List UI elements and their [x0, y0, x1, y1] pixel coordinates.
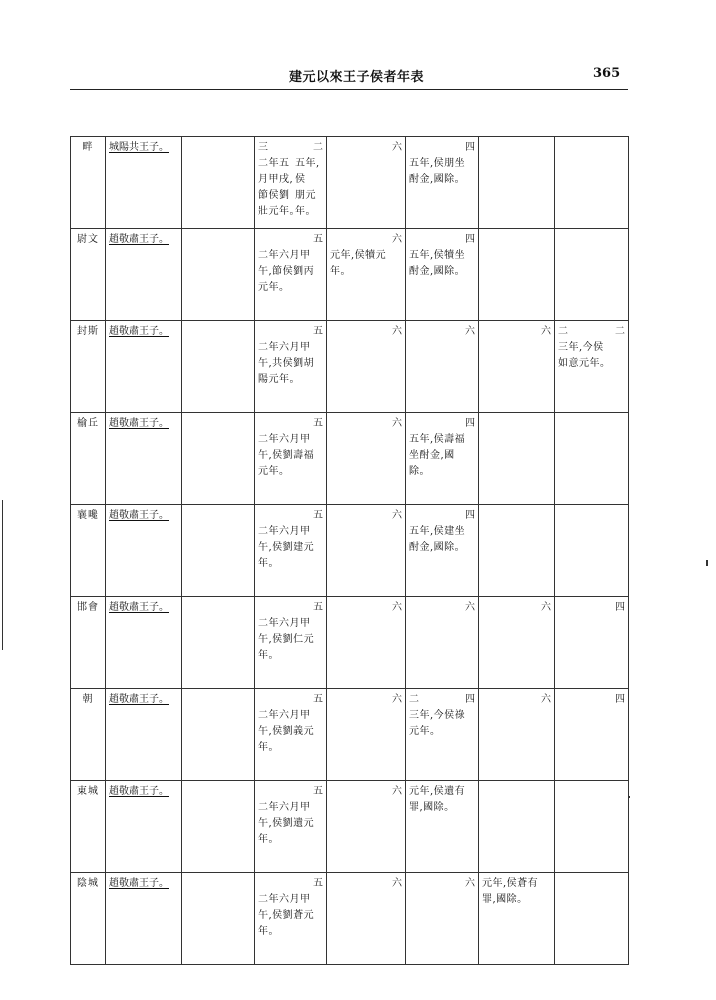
entry-line: 二年五: [258, 158, 290, 169]
entry-line: 酎金,國除。: [409, 542, 466, 553]
empty-cell: [182, 137, 255, 229]
entry-line: 午,侯劉義元: [258, 726, 315, 737]
entry-line: 二年六月甲: [258, 802, 311, 813]
fief-name: 東城: [71, 781, 106, 873]
running-title: 建元以來王子侯者年表: [289, 70, 425, 85]
year-count-pair: [258, 140, 323, 156]
entry-line: 二年六月甲: [258, 618, 311, 629]
empty-cell: [182, 505, 255, 597]
entry-line: 五年,侯朋坐: [409, 158, 466, 169]
origin-cell: [106, 505, 182, 597]
year-count: 二: [615, 326, 625, 337]
year-cell-yuanding: [406, 873, 479, 965]
entry-line: 年。: [258, 650, 279, 661]
table-row: [71, 137, 629, 229]
year-count: 四: [465, 510, 475, 521]
origin-cell: [106, 781, 182, 873]
year-count: 六: [392, 234, 402, 245]
origin-cell: [106, 229, 182, 321]
origin-cell: [106, 873, 182, 965]
origin-text: 趙敬肅王子。: [109, 510, 169, 521]
entry-line: 年。: [258, 742, 279, 753]
header-rule: [70, 89, 628, 90]
year-count: 六: [541, 326, 551, 337]
entry-line: 二年六月甲: [258, 526, 311, 537]
year-count: 三: [258, 142, 268, 153]
entry-line: 元年。: [258, 466, 290, 477]
year-cell-yuanding: [406, 137, 479, 229]
year-count: 六: [541, 602, 551, 613]
year-cell-yuanshou: [327, 137, 406, 229]
year-count: 六: [392, 786, 402, 797]
year-cell-yuanfeng: [479, 597, 555, 689]
year-cell-yuanfeng: [479, 413, 555, 505]
page-number: 365: [593, 66, 621, 81]
origin-text: 趙敬肅王子。: [109, 786, 169, 797]
table-row: [71, 597, 629, 689]
year-cell-yuanshuo: [255, 689, 327, 781]
year-cell-yuanding: [406, 229, 479, 321]
year-cell-taichu: [555, 597, 629, 689]
left-edge-mark: [2, 500, 3, 650]
entry-line: 陽元年。: [258, 374, 300, 385]
year-count: 四: [615, 694, 625, 705]
table-row: [71, 689, 629, 781]
year-count: 六: [392, 878, 402, 889]
year-cell-yuanshuo: [255, 597, 327, 689]
year-cell-yuanshou: [327, 505, 406, 597]
year-cell-yuanshou: [327, 321, 406, 413]
entry-line: 年。: [330, 266, 351, 277]
year-count: 五: [313, 326, 323, 337]
year-count-pair: [558, 324, 625, 340]
year-count: 四: [465, 418, 475, 429]
fief-name: 邯會: [71, 597, 106, 689]
year-cell-yuanfeng: [479, 689, 555, 781]
entry-line: 二年六月甲: [258, 710, 311, 721]
right-edge-mark: [706, 560, 708, 566]
entry-line: 年。: [258, 558, 279, 569]
year-count: 六: [465, 878, 475, 889]
chronology-table: [70, 136, 629, 965]
entry-line: 五年,侯建坐: [409, 526, 466, 537]
year-cell-yuanfeng: [479, 229, 555, 321]
year-cell-taichu: [555, 505, 629, 597]
entry-line: 五年,侯壽福: [409, 434, 466, 445]
table-row: [71, 229, 629, 321]
entry-line: 午,侯劉蒼元: [258, 910, 315, 921]
entry-line: 元年,侯犢元: [330, 250, 387, 261]
year-cell-taichu: [555, 873, 629, 965]
year-count: 五: [313, 418, 323, 429]
entry-line: 壯元年。: [258, 206, 300, 217]
year-cell-yuanding: [406, 505, 479, 597]
entry-line: 元年,侯蒼有: [482, 878, 539, 889]
table-row: [71, 505, 629, 597]
year-cell-yuanding: [406, 321, 479, 413]
year-cell-yuanshuo: [255, 781, 327, 873]
fief-name: 襄嚵: [71, 505, 106, 597]
origin-text: 趙敬肅王子。: [109, 602, 169, 613]
year-cell-taichu: [555, 689, 629, 781]
entry-line: 罪,國除。: [482, 894, 528, 905]
origin-text: 趙敬肅王子。: [109, 878, 169, 889]
year-count: 五: [313, 878, 323, 889]
entry-line: 朋元年。: [295, 190, 316, 217]
entry-line: 午,節侯劉丙: [258, 266, 315, 277]
empty-cell: [182, 689, 255, 781]
empty-cell: [182, 413, 255, 505]
year-count: 五: [313, 694, 323, 705]
year-cell-yuanshou: [327, 781, 406, 873]
fief-name: 畔: [71, 137, 106, 229]
empty-cell: [182, 229, 255, 321]
origin-cell: [106, 413, 182, 505]
year-cell-yuanshuo: [255, 873, 327, 965]
entry-line: 二年六月甲: [258, 434, 311, 445]
origin-text: 趙敬肅王子。: [109, 326, 169, 337]
entry-line: 五年,侯犢坐: [409, 250, 466, 261]
entry-line: 酎金,國除。: [409, 174, 466, 185]
table-row: [71, 321, 629, 413]
fief-name: 朝: [71, 689, 106, 781]
year-count: 六: [541, 694, 551, 705]
year-cell-yuanshuo: [255, 321, 327, 413]
year-cell-yuanfeng: [479, 321, 555, 413]
year-count: 六: [392, 142, 402, 153]
year-count: 五: [313, 510, 323, 521]
entry-line: 酎金,國除。: [409, 266, 466, 277]
origin-text: 城陽共王子。: [109, 142, 169, 153]
entry-line: 年。: [258, 926, 279, 937]
year-count: 二: [409, 694, 419, 705]
year-cell-yuanfeng: [479, 873, 555, 965]
year-cell-yuanfeng: [479, 505, 555, 597]
origin-cell: [106, 689, 182, 781]
entry-line: 年。: [258, 834, 279, 845]
year-count: 六: [392, 510, 402, 521]
origin-text: 趙敬肅王子。: [109, 234, 169, 245]
year-cell-yuanshuo: [255, 137, 327, 229]
origin-text: 趙敬肅王子。: [109, 418, 169, 429]
empty-cell: [182, 873, 255, 965]
origin-cell: [106, 597, 182, 689]
year-cell-yuanshuo: [255, 413, 327, 505]
year-cell-yuanshou: [327, 597, 406, 689]
year-cell-yuanshou: [327, 413, 406, 505]
entry-line: 罪,國除。: [409, 802, 455, 813]
entry-line: 元年。: [409, 726, 441, 737]
origin-text: 趙敬肅王子。: [109, 694, 169, 705]
entry-line: 午,侯劉壽福: [258, 450, 315, 461]
fief-name: 陰城: [71, 873, 106, 965]
year-count: 五: [313, 786, 323, 797]
year-cell-yuanshuo: [255, 505, 327, 597]
year-cell-yuanding: [406, 597, 479, 689]
year-cell-yuanshou: [327, 873, 406, 965]
year-cell-taichu: [555, 229, 629, 321]
year-cell-yuanfeng: [479, 781, 555, 873]
fief-name: 封斯: [71, 321, 106, 413]
entry-line: 午,侯劉仁元: [258, 634, 315, 645]
entry-line: 除。: [409, 466, 430, 477]
origin-cell: [106, 321, 182, 413]
entry-line: 元年。: [258, 282, 290, 293]
year-cell-taichu: [555, 781, 629, 873]
empty-cell: [182, 321, 255, 413]
second-entry: [295, 156, 326, 220]
year-cell-yuanding: [406, 781, 479, 873]
year-cell-taichu: [555, 137, 629, 229]
entry-line: 節侯劉: [258, 190, 290, 201]
fief-name: 尉文: [71, 229, 106, 321]
entry-line: 三年,今侯: [558, 342, 604, 353]
year-count: 二: [313, 142, 323, 153]
empty-cell: [182, 781, 255, 873]
year-cell-yuanshou: [327, 229, 406, 321]
origin-cell: [106, 137, 182, 229]
year-count: 六: [465, 602, 475, 613]
year-cell-yuanshou: [327, 689, 406, 781]
year-cell-taichu: [555, 321, 629, 413]
entry-line: 午,共侯劉胡: [258, 358, 315, 369]
year-count: 六: [465, 326, 475, 337]
year-cell-yuanshuo: [255, 229, 327, 321]
year-count: 六: [392, 326, 402, 337]
year-count: 五: [313, 602, 323, 613]
entry-line: 五年,侯: [295, 158, 320, 185]
year-count: 四: [465, 142, 475, 153]
year-cell-taichu: [555, 413, 629, 505]
year-count: 五: [313, 234, 323, 245]
entry-line: 月甲戌,: [258, 174, 294, 185]
entry-line: 三年,今侯祿: [409, 710, 466, 721]
table-row: [71, 873, 629, 965]
table-row: [71, 781, 629, 873]
table-row: [71, 413, 629, 505]
entry-line: 二年六月甲: [258, 342, 311, 353]
year-count: 四: [615, 602, 625, 613]
year-count: 四: [465, 694, 475, 705]
entry-line: 如意元年。: [558, 358, 611, 369]
year-cell-yuanding: [406, 413, 479, 505]
fief-name: 榆丘: [71, 413, 106, 505]
year-count: 二: [558, 326, 568, 337]
entry-line: 二年六月甲: [258, 894, 311, 905]
empty-cell: [182, 597, 255, 689]
entry-line: 午,侯劉遺元: [258, 818, 315, 829]
year-count-pair: [409, 692, 475, 708]
year-cell-yuanding: [406, 689, 479, 781]
entry-line: 二年六月甲: [258, 250, 311, 261]
year-cell-yuanfeng: [479, 137, 555, 229]
entry-line: 坐酎金,國: [409, 450, 455, 461]
year-count: 六: [392, 694, 402, 705]
year-count: 六: [392, 602, 402, 613]
year-count: 四: [465, 234, 475, 245]
entry-line: 午,侯劉建元: [258, 542, 315, 553]
year-count: 六: [392, 418, 402, 429]
entry-line: 元年,侯遺有: [409, 786, 466, 797]
